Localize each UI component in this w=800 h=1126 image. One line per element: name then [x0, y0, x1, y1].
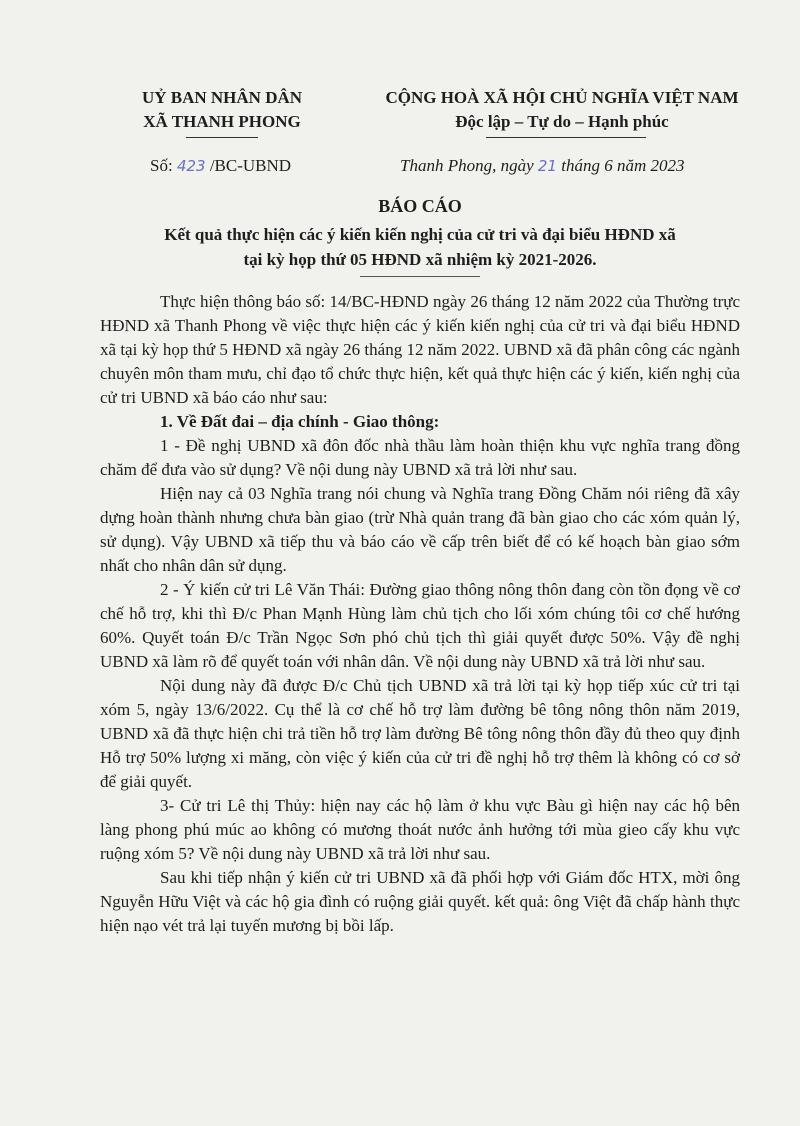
doc-number-suffix: /BC-UBND — [205, 156, 292, 175]
report-title: BÁO CÁO — [378, 196, 462, 216]
national-motto — [352, 86, 772, 134]
nation-name: CỘNG HOÀ XÃ HỘI CHỦ NGHĨA VIỆT NAM — [385, 88, 739, 107]
report-subtitle — [100, 222, 740, 272]
handwritten-doc-number: 423 — [176, 157, 206, 175]
agency-line-2: XÃ THANH PHONG — [143, 112, 301, 131]
agency-underline — [186, 137, 258, 138]
doc-number-prefix: Số: — [150, 156, 177, 175]
document-number — [150, 156, 291, 176]
item-3-answer: Sau khi tiếp nhận ý kiến cử tri UBND xã đã phối hợp với Giám đốc HTX, mời ông Nguyễn Hữu Việt và các hộ gia đình có ruộng giải quyết. kết quả: ông Việt đã chấp hành thực hiện nạo vét trả lại tuyến mương bị bồi lấp. — [100, 868, 740, 935]
subtitle-line-1: Kết quả thực hiện các ý kiến kiến nghị của cử tri và đại biểu HĐND xã — [164, 225, 676, 244]
issuing-agency — [122, 86, 322, 134]
section-1-heading: 1. Về Đất đai – địa chính - Giao thông: — [160, 412, 440, 431]
item-2-question: 2 - Ý kiến cử tri Lê Văn Thái: Đường giao thông nông thôn đang còn tồn đọng về cơ chế hỗ trợ, khi thì Đ/c Phan Mạnh Hùng làm chủ tịch cho lối xóm chúng tôi cơ chế hướng 60%. Quyết toán Đ/c Trần Ngọc Sơn phó chủ tịch thì giải quyết được 50%. Vậy đề nghị UBND xã làm rõ để quyết toán với nhân dân. Về nội dung này UBND xã trả lời như sau. — [100, 580, 740, 671]
date-prefix: Thanh Phong, ngày — [400, 156, 538, 175]
item-1-answer: Hiện nay cả 03 Nghĩa trang nói chung và Nghĩa trang Đồng Chăm nói riêng đã xây dựng hoàn thành nhưng chưa bàn giao (trừ Nhà quản trang đã bàn giao cho các xóm quản lý, sử dụng). Vậy UBND xã tiếp thu và báo cáo về cấp trên biết để có kế hoạch bàn giao sớm nhất cho nhân dân sử dụng. — [100, 484, 740, 575]
motto: Độc lập – Tự do – Hạnh phúc — [455, 112, 669, 131]
agency-line-1: UỶ BAN NHÂN DÂN — [141, 88, 303, 107]
report-body — [100, 290, 740, 938]
item-3-question: 3- Cử tri Lê thị Thủy: hiện nay các hộ làm ở khu vực Bàu gì hiện nay các hộ bên làng phong phú múc ao không có mương thoát nước ảnh hưởng tới mùa gieo cấy khu vực ruộng xóm 5? Về nội dung này UBND xã trả lời như sau. — [100, 796, 740, 863]
title-underline — [360, 276, 480, 277]
date-suffix: tháng 6 năm 2023 — [556, 156, 685, 175]
intro-paragraph: Thực hiện thông báo số: 14/BC-HĐND ngày 26 tháng 12 năm 2022 của Thường trực HĐND xã Thanh Phong về việc thực hiện các ý kiến kiến nghị của cử tri và đại biểu HĐND xã tại kỳ họp thứ 5 HĐND xã ngày 26 tháng 12 năm 2022. UBND xã đã phân công các ngành chuyên môn tham mưu, chỉ đạo tổ chức thực hiện, kết quả thực hiện các ý kiến, kiến nghị của cử tri UBND xã báo cáo như sau: — [100, 292, 740, 407]
item-1-question: 1 - Đề nghị UBND xã đôn đốc nhà thầu làm hoàn thiện khu vực nghĩa trang đồng chăm để đưa vào sử dụng? Về nội dung này UBND xã trả lời như sau. — [100, 436, 740, 479]
handwritten-day: 21 — [537, 157, 557, 175]
place-date — [400, 156, 684, 176]
motto-underline — [486, 137, 646, 138]
subtitle-line-2: tại kỳ họp thứ 05 HĐND xã nhiệm kỳ 2021-2026. — [243, 250, 597, 269]
item-2-answer: Nội dung này đã được Đ/c Chủ tịch UBND xã trả lời tại kỳ họp tiếp xúc cử tri tại xóm 5, ngày 13/6/2022. Cụ thể là cơ chế hỗ trợ làm đường bê tông nông thôn năm 2019, UBND xã đã thực hiện chi trả tiền hỗ trợ làm đường Bê tông nông thôn đầy đủ theo quy định Hỗ trợ 50% lượng xi măng, còn việc ý kiến của cử tri đề nghị hỗ trợ thêm là không có cơ sở để giải quyết. — [100, 676, 740, 791]
